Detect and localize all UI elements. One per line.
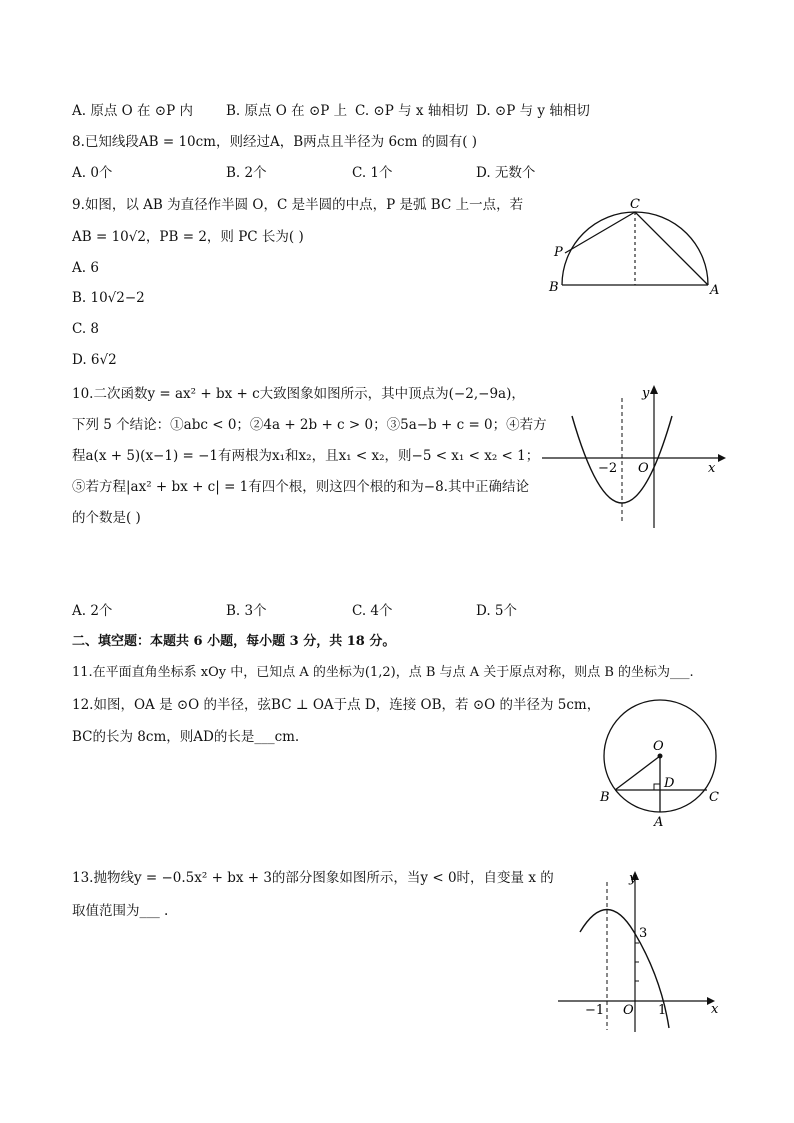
q7-option-b: B. 原点 O 在 ⊙P 上 [226,103,348,119]
right-angle-mark [654,784,660,790]
q10-stem-line-5: 的个数是( ) [72,510,141,526]
q9-option-b: B. 10√2−2 [72,290,145,306]
q13-stem-line-1: 13.抛物线y = −0.5x² + bx + 3的部分图象如图所示，当y < 0时，自变量 x 的 [72,870,554,886]
q10-stem-line-3: 程a(x + 5)(x−1) = −1有两根为x₁和x₂，且x₁ < x₂，则−5 < x₁ < x₂ < 1； [72,448,540,464]
q12-stem-line-2: BC的长为 8cm，则AD的长是___cm. [72,729,300,745]
label-o: O [653,739,664,754]
label-b: B [549,280,559,295]
label-origin: O [623,1003,634,1018]
q12-circle-figure [590,686,730,831]
q8-option-b: B. 2个 [226,165,267,181]
label-y: y [642,386,650,401]
q9-option-c: C. 8 [72,321,100,337]
label-neg-2: −2 [598,461,618,476]
label-neg-one: −1 [585,1003,605,1018]
q7-option-a: A. 原点 O 在 ⊙P 内 [72,103,193,119]
segment-pc [565,212,635,253]
label-a: A [710,283,720,298]
q10-option-d: D. 5个 [476,603,518,619]
label-c: C [630,197,640,212]
x-axis-arrow [718,454,726,462]
q8-option-c: C. 1个 [352,165,393,181]
q8-stem: 8.已知线段AB = 10cm，则经过A，B两点且半径为 6cm 的圆有( ) [72,134,478,150]
segment-ob [615,756,660,790]
q8-option-a: A. 0个 [72,165,113,181]
label-three: 3 [639,926,648,941]
label-y: y [629,871,637,886]
label-one: 1 [658,1003,667,1018]
section-heading: 二、填空题：本题共 6 小题，每小题 3 分，共 18 分。 [72,634,396,649]
label-x: x [708,461,716,476]
segment-ca [635,212,708,285]
q12-stem-line-1: 12.如图，OA 是 ⊙O 的半径，弦BC ⊥ OA于点 D，连接 OB，若 ⊙O 的半径为 5cm， [72,697,601,713]
q9-semicircle-figure [540,190,730,300]
q9-option-d: D. 6√2 [72,352,117,368]
label-a: A [654,815,664,830]
q9-option-a: A. 6 [72,260,99,276]
label-p: P [554,245,563,260]
center-point [658,754,663,759]
label-origin: O [638,461,649,476]
q7-option-c: C. ⊙P 与 x 轴相切 [355,103,469,119]
q10-option-c: C. 4个 [352,603,393,619]
label-c: C [709,790,719,805]
q10-option-b: B. 3个 [226,603,267,619]
q10-stem-line-1: 10.二次函数y = ax² + bx + c大致图象如图所示，其中顶点为(−2,−9a)， [72,386,525,402]
label-d: D [664,776,675,791]
q7-option-d: D. ⊙P 与 y 轴相切 [476,103,590,119]
label-x: x [711,1002,719,1017]
q11-stem: 11.在平面直角坐标系 xOy 中，已知点 A 的坐标为(1,2)，点 B 与点 A 关于原点对称，则点 B 的坐标为___. [72,665,694,680]
q9-stem-line-1: 9.如图，以 AB 为直径作半圆 O，C 是半圆的中点，P 是弧 BC 上一点，若 [72,197,524,213]
q8-option-d: D. 无数个 [476,165,536,181]
q13-stem-line-2: 取值范围为___ . [72,903,169,919]
q10-parabola-figure [540,380,730,530]
q10-option-a: A. 2个 [72,603,113,619]
y-axis-arrow [650,385,658,394]
q10-stem-line-2: 下列 5 个结论：①abc < 0；②4a + 2b + c > 0；③5a−b + c = 0；④若方 [72,417,547,433]
q9-stem-line-2: AB = 10√2，PB = 2，则 PC 长为( ) [72,229,304,245]
q13-parabola-figure [555,866,725,1036]
label-b: B [600,790,610,805]
q10-stem-line-4: ⑤若方程|ax² + bx + c| = 1有四个根，则这四个根的和为−8.其中正确结论 [72,479,529,495]
